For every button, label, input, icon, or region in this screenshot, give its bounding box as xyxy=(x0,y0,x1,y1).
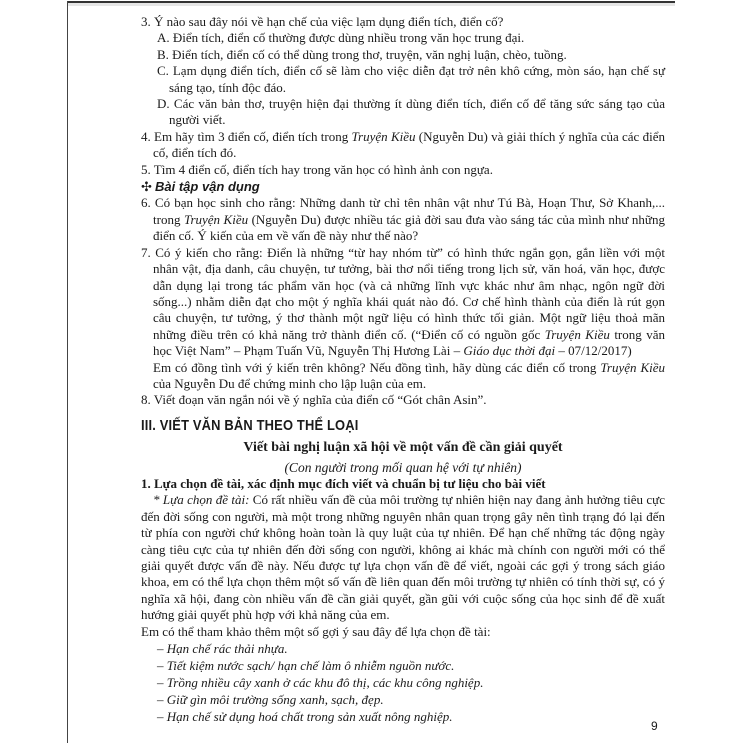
list-item: – Hạn chế rác thải nhựa. xyxy=(157,641,288,657)
question-4 xyxy=(141,129,665,162)
bullet-flower-icon: ✣ xyxy=(141,179,152,195)
text: – 07/12/2017) xyxy=(555,343,632,359)
suggestion-list xyxy=(141,640,665,725)
page-content xyxy=(141,14,665,725)
lesson-subtitle: (Con người trong mối quan hệ với tự nhiên) xyxy=(284,459,522,475)
text: 4. Em hãy tìm 3 điển cố, điển tích trong xyxy=(141,128,352,144)
question-7-followup xyxy=(141,360,665,393)
step-1-body xyxy=(141,492,665,623)
text: trong văn học Việt Nam” – Phạm Tuấn Vũ, Nguyễn Thị Hương Lài – xyxy=(153,326,666,359)
italic-source: Giáo dục thời đại xyxy=(463,343,556,359)
page-number: 9 xyxy=(651,719,658,733)
italic-title: Truyện Kiều xyxy=(600,359,665,375)
step-1-heading: 1. Lựa chọn đề tài, xác định mục đích viết và chuẩn bị tư liệu cho bài viết xyxy=(141,475,546,491)
italic-title: Truyện Kiều xyxy=(351,128,416,144)
option-b: B. Điển tích, điển cố có thể dùng trong thơ, truyện, văn nghị luận, chèo, tuồng. xyxy=(157,46,567,62)
text: 7. Có ý kiến cho rằng: Điển là những “từ hay nhóm từ” có hình thức ngắn gọn, gắn liền với một nhân vật, địa danh, câu chuyện, tư tưởng, bài thơ nổi tiếng trong lịch sử, văn hoá, văn học, được dẫn dụng lại trong tác phẩm văn học (và cả những lĩnh vực khác như âm nhạc, ngôn ngữ đời sống...) nhằm diễn đạt cho một ý nghĩa khái quát nào đó. Cơ chế hình thành của điển là rút gọn câu chuyện, tư tưởng, ý thơ thành một ngữ liệu có hình thức tối giản. Một ngữ liệu thoả mãn những điều trên có khả năng trở thành điển cố. (“Điển cố có nguồn gốc xyxy=(141,244,665,342)
text: (Nguyễn Du) và giải thích ý nghĩa của các điển cố, điển tích đó. xyxy=(153,128,666,161)
text: Em có đồng tình với ý kiến trên không? Nếu đồng tình, hãy dùng các điển cố trong xyxy=(153,359,601,375)
step-1-label: * Lựa chọn đề tài: xyxy=(153,492,250,508)
question-5: 5. Tìm 4 điển cố, điển tích hay trong văn học có hình ảnh con ngựa. xyxy=(141,161,493,177)
list-item: – Tiết kiệm nước sạch/ hạn chế làm ô nhiễm nguồn nước. xyxy=(157,658,455,674)
list-item: – Hạn chế sử dụng hoá chất trong sản xuất nông nghiệp. xyxy=(157,709,453,725)
text: Có rất nhiều vấn đề của môi trường tự nhiên hiện nay đang ảnh hưởng tiêu cực đến đời sống con người, mà một trong những nguyên nhân quan trọng gây nên tình trạng đó lại đến từ phía con người chứ không hoàn toàn là quy luật của tự nhiên. Để hạn chế những tác động ngày càng tiêu cực của tự nhiên đến đời sống con người, không ai khác mà chính con người mới có thể giải quyết được vấn đề này. Nếu được tự lựa chọn vấn đề để viết, ngoài các gợi ý trong sách giáo khoa, em có thể lựa chọn thêm một số vấn đề liên quan đến môi trường tự nhiên có tính thời sự, có ý nghĩa xã hội, đang còn nhiều vấn đề cần giải quyết, gần gũi với cuộc sống của học sinh để đề xuất hướng giải quyết phù hợp với khả năng của em. xyxy=(141,492,665,623)
text: 6. Có bạn học sinh cho rằng: Những danh từ chỉ tên nhân vật như Tú Bà, Hoạn Thư, Sở Khanh,... trong xyxy=(141,195,665,227)
italic-title: Truyện Kiều xyxy=(544,326,610,342)
page-top-shadow xyxy=(67,3,675,6)
option-c: C. Lạm dụng điển tích, điển cố sẽ làm cho việc diễn đạt trở nên khô cứng, mòn sáo, hạn chế sự sáng tạo, tính độc đáo. xyxy=(157,63,665,95)
exercise-heading xyxy=(141,179,665,195)
lesson-title: Viết bài nghị luận xã hội về một vấn đề cần giải quyết xyxy=(243,440,563,456)
italic-title: Truyện Kiều xyxy=(183,211,249,227)
list-item: – Trồng nhiều cây xanh ở các khu đô thị, các khu công nghiệp. xyxy=(157,675,484,691)
step-1-intro: Em có thể tham khảo thêm một số gợi ý sau đây để lựa chọn đề tài: xyxy=(141,623,491,639)
question-8: 8. Viết đoạn văn ngắn nói về ý nghĩa của điển cố “Gót chân Asin”. xyxy=(141,392,487,408)
question-3: 3. Ý nào sau đây nói về hạn chế của việc lạm dụng điển tích, điển cố? xyxy=(141,14,504,29)
option-d: D. Các văn bản thơ, truyện hiện đại thường ít dùng điển tích, điển cố để tăng sức sáng tạo của người viết. xyxy=(157,96,665,128)
list-item: – Giữ gìn môi trường sống xanh, sạch, đẹp. xyxy=(157,692,384,708)
question-7 xyxy=(141,245,665,360)
page-left-rule xyxy=(67,1,68,743)
option-a: A. Điển tích, điển cố thường được dùng nhiều trong văn học trung đại. xyxy=(157,30,525,46)
text: (Nguyễn Du) được nhiều tác giả đời sau đưa vào sáng tác của mình như những điển cố. Ý kiến của em về vấn đề này như thế nào? xyxy=(153,211,665,244)
section-heading: III. VIẾT VĂN BẢN THEO THỂ LOẠI xyxy=(141,416,359,434)
heading-label: Bài tập vận dụng xyxy=(155,179,260,195)
question-6 xyxy=(141,195,665,244)
text: của Nguyễn Du để chứng minh cho lập luận của em. xyxy=(153,375,427,391)
